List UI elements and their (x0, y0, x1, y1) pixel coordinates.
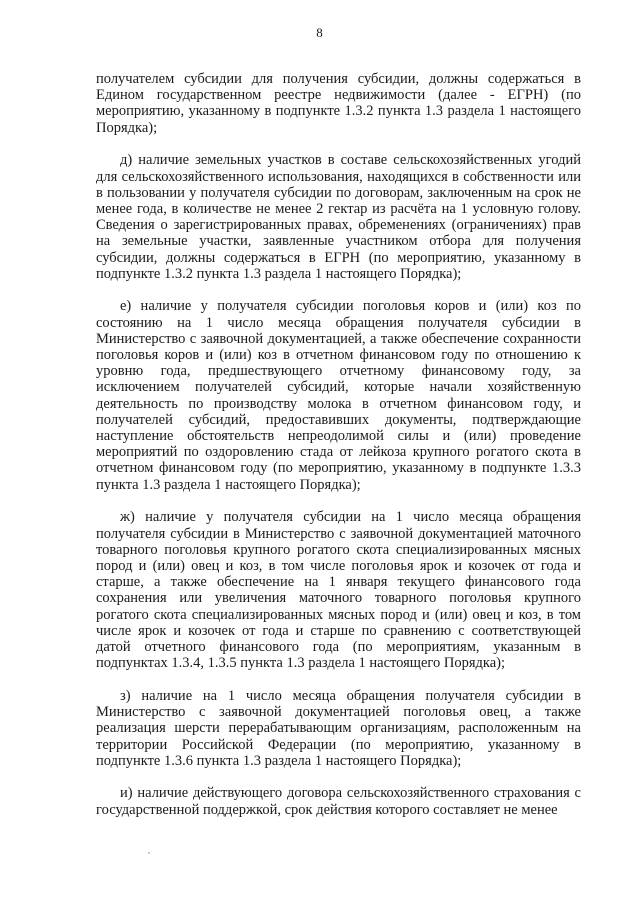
scan-speck (148, 852, 150, 854)
page-number: 8 (316, 25, 323, 40)
paragraph-item-e: е) наличие у получателя субсидии поголовья коров и (или) коз по состоянию на 1 число месяца обращения получателя субсидии в Министерство с заявочной документацией, а также обеспечение сохранности поголовья коров и (или) коз в отчетном финансовом году по отношению к уровню года, предшествующего отчетному финансовому году, за исключением получателей субсидий, которые начали хозяйственную деятельность по производству молока в отчетном финансовом году, и получателей субсидий, предоставивших документы, подтверждающие наступление обстоятельств непреодолимой силы и (или) проведение мероприятий по оздоровлению стада от лейкоза крупного рогатого скота в отчетном финансовом году (по мероприятию, указанному в подпункте 1.3.3 пункта 1.3 раздела 1 настоящего Порядка); (96, 298, 581, 493)
paragraph-item-d: д) наличие земельных участков в составе сельскохозяйственных угодий для сельскохозяйственного использования, находящихся в собственности или в пользовании у получателя субсидии по договорам, заключенным на срок не менее года, в количестве не менее 2 гектар из расчёта на 1 условную голову. Сведения о зарегистрированных правах, обременениях (ограничениях) прав на земельные участки, заявленные участником отбора для получения субсидии, должны содержаться в ЕГРН (по мероприятию, указанному в подпункте 1.3.2 пункта 1.3 раздела 1 настоящего Порядка); (96, 152, 581, 282)
paragraph-continuation: получателем субсидии для получения субсидии, должны содержаться в Едином государственном реестре недвижимости (далее - ЕГРН) (по мероприятию, указанному в подпункте 1.3.2 пункта 1.3 раздела 1 настоящего Порядка); (96, 71, 581, 136)
paragraph-item-zh: ж) наличие у получателя субсидии на 1 число месяца обращения получателя субсидии в Министерство с заявочной документацией маточного товарного поголовья крупного рогатого скота специализированных мясных пород и (или) овец и коз, в том числе поголовья ярок и козочек от года и старше, а также обеспечение на 1 января текущего финансового года сохранения или увеличения маточного товарного поголовья крупного рогатого скота специализированных мясных пород и (или) овец и коз, в том числе ярок и козочек от года и старше по сравнению с соответствующей датой отчетного финансового года (по мероприятиям, указанным в подпунктах 1.3.4, 1.3.5 пункта 1.3 раздела 1 настоящего Порядка); (96, 509, 581, 672)
paragraph-item-z: з) наличие на 1 число месяца обращения получателя субсидии в Министерство с заявочной документацией поголовья овец, а также реализация шерсти перерабатывающим организациям, расположенным на территории Российской Федерации (по мероприятию, указанному в подпункте 1.3.6 пункта 1.3 раздела 1 настоящего Порядка); (96, 687, 581, 769)
document-body (96, 71, 581, 834)
paragraph-item-i: и) наличие действующего договора сельскохозяйственного страхования с государственной поддержкой, срок действия которого составляет не менее (96, 785, 581, 818)
